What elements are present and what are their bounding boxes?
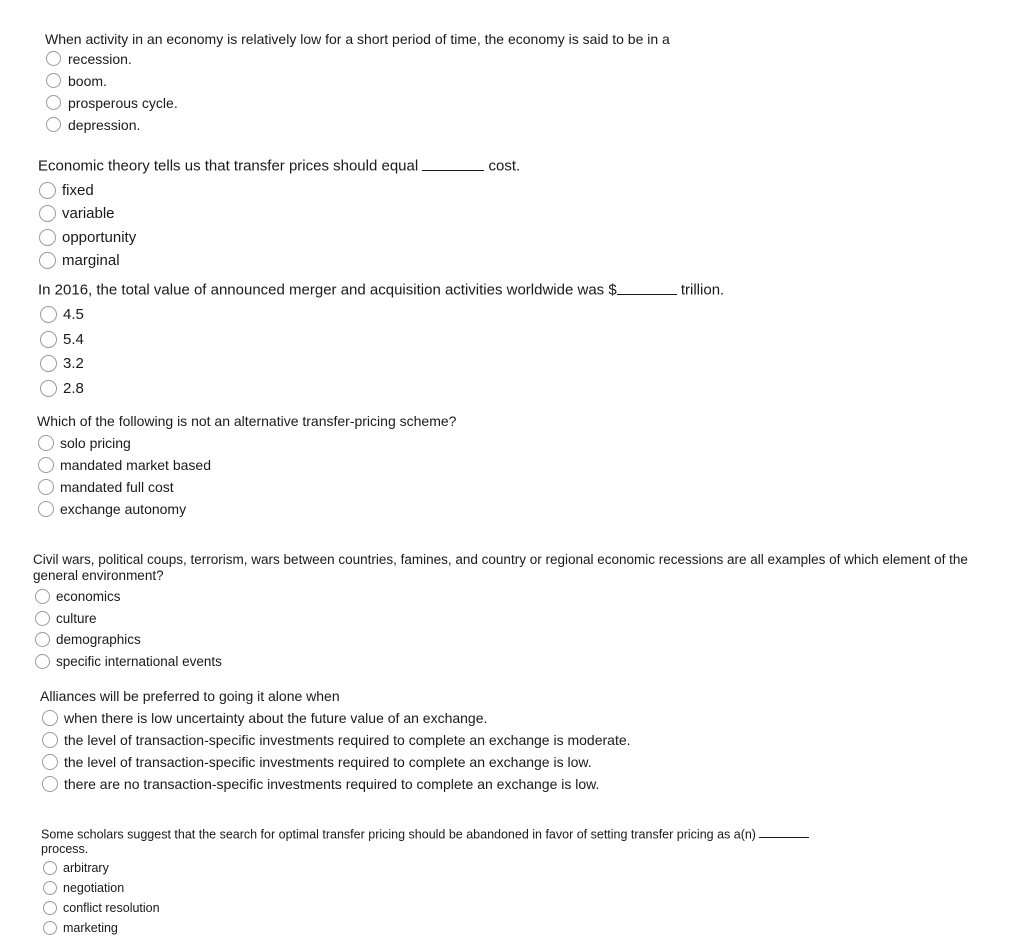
question-2 [38, 156, 520, 273]
q4-option-3[interactable] [38, 476, 456, 498]
radio-button[interactable] [42, 732, 58, 748]
q6-option-4[interactable] [42, 773, 631, 795]
q6-option-1[interactable] [42, 707, 631, 729]
question-4-stem: Which of the following is not an alternative transfer-pricing scheme? [37, 413, 457, 429]
radio-button[interactable] [43, 921, 57, 935]
radio-button[interactable] [38, 457, 54, 473]
radio-button[interactable] [40, 380, 57, 397]
q4-option-1[interactable] [38, 432, 456, 454]
option-label: there are no transaction-specific investments required to complete an exchange is low. [64, 775, 600, 792]
q5-option-3[interactable] [35, 629, 993, 651]
question-7-stem [41, 826, 861, 856]
stem-text: process. [41, 841, 89, 856]
option-label: specific international events [56, 653, 222, 669]
q3-option-3[interactable] [40, 352, 724, 377]
radio-button[interactable] [42, 776, 58, 792]
option-label: solo pricing [60, 434, 131, 451]
question-2-stem [38, 156, 520, 176]
option-label: 3.2 [63, 355, 84, 373]
q7-option-1[interactable] [43, 858, 861, 878]
radio-button[interactable] [40, 331, 57, 348]
question-7 [41, 826, 861, 938]
q2-option-2[interactable] [39, 202, 520, 226]
stem-text: trillion. [680, 281, 725, 299]
option-label: exchange autonomy [60, 500, 187, 517]
radio-button[interactable] [46, 95, 61, 110]
radio-button[interactable] [42, 710, 58, 726]
q1-option-3[interactable] [46, 92, 670, 114]
option-label: variable [62, 205, 115, 223]
stem-text: cost. [488, 157, 521, 175]
question-4 [37, 413, 456, 520]
option-label: prosperous cycle. [68, 94, 178, 111]
fill-in-blank [422, 156, 484, 171]
radio-button[interactable] [39, 182, 56, 199]
stem-text: Some scholars suggest that the search for optimal transfer pricing should be abandoned in favor of setting transfer pricing as a(n) [41, 827, 756, 842]
radio-button[interactable] [35, 632, 50, 647]
q3-option-4[interactable] [40, 376, 724, 401]
option-label: negotiation [63, 881, 125, 895]
option-label: demographics [56, 632, 141, 648]
radio-button[interactable] [42, 754, 58, 770]
fill-in-blank [759, 826, 809, 838]
q7-option-3[interactable] [43, 898, 861, 918]
fill-in-blank [617, 280, 677, 295]
radio-button[interactable] [38, 501, 54, 517]
q6-option-3[interactable] [42, 751, 631, 773]
radio-button[interactable] [39, 252, 56, 269]
q3-option-2[interactable] [40, 327, 724, 352]
radio-button[interactable] [39, 229, 56, 246]
radio-button[interactable] [38, 479, 54, 495]
option-label: economics [56, 589, 121, 605]
option-label: mandated market based [60, 456, 211, 473]
q5-option-4[interactable] [35, 650, 993, 672]
radio-button[interactable] [43, 901, 57, 915]
question-5-stem: Civil wars, political coups, terrorism, wars between countries, famines, and country or regional economic recessions are all examples of which element of the general environment? [33, 552, 968, 583]
question-5 [33, 552, 993, 672]
option-label: 5.4 [63, 330, 84, 348]
q2-option-4[interactable] [39, 249, 520, 273]
option-label: conflict resolution [63, 901, 160, 915]
radio-button[interactable] [46, 51, 61, 66]
q7-option-2[interactable] [43, 878, 861, 898]
radio-button[interactable] [35, 589, 50, 604]
radio-button[interactable] [46, 117, 61, 132]
option-label: recession. [68, 50, 132, 67]
q7-option-4[interactable] [43, 918, 861, 938]
radio-button[interactable] [35, 611, 50, 626]
option-label: marketing [63, 921, 118, 935]
option-label: 2.8 [63, 379, 84, 397]
q5-option-2[interactable] [35, 607, 993, 629]
option-label: when there is low uncertainty about the future value of an exchange. [64, 709, 488, 726]
option-label: the level of transaction-specific investments required to complete an exchange is moderate. [64, 731, 631, 748]
question-3-stem [38, 280, 724, 300]
q3-option-1[interactable] [40, 303, 724, 328]
stem-text: In 2016, the total value of announced merger and acquisition activities worldwide was $ [38, 281, 617, 299]
radio-button[interactable] [38, 435, 54, 451]
option-label: fixed [62, 181, 94, 199]
option-label: marginal [62, 252, 120, 270]
option-label: 4.5 [63, 306, 84, 324]
radio-button[interactable] [40, 306, 57, 323]
q4-option-4[interactable] [38, 498, 456, 520]
radio-button[interactable] [35, 654, 50, 669]
q1-option-4[interactable] [46, 114, 670, 136]
q2-option-1[interactable] [39, 179, 520, 203]
question-1 [44, 31, 670, 136]
radio-button[interactable] [43, 881, 57, 895]
radio-button[interactable] [39, 205, 56, 222]
option-label: depression. [68, 116, 141, 133]
q2-option-3[interactable] [39, 226, 520, 250]
radio-button[interactable] [40, 355, 57, 372]
option-label: the level of transaction-specific investments required to complete an exchange is low. [64, 753, 592, 770]
question-6 [40, 688, 631, 795]
q1-option-2[interactable] [46, 70, 670, 92]
question-1-stem: When activity in an economy is relatively low for a short period of time, the economy is said to be in a [45, 31, 670, 47]
question-3 [38, 280, 724, 401]
q4-option-2[interactable] [38, 454, 456, 476]
option-label: mandated full cost [60, 478, 174, 495]
option-label: boom. [68, 72, 107, 89]
q5-option-1[interactable] [35, 586, 993, 608]
option-label: culture [56, 610, 97, 626]
q1-option-1[interactable] [46, 48, 670, 70]
option-label: opportunity [62, 228, 137, 246]
stem-text: Economic theory tells us that transfer prices should equal [38, 157, 419, 175]
radio-button[interactable] [46, 73, 61, 88]
question-6-stem: Alliances will be preferred to going it alone when [40, 688, 340, 704]
q6-option-2[interactable] [42, 729, 631, 751]
radio-button[interactable] [43, 861, 57, 875]
option-label: arbitrary [63, 861, 109, 875]
